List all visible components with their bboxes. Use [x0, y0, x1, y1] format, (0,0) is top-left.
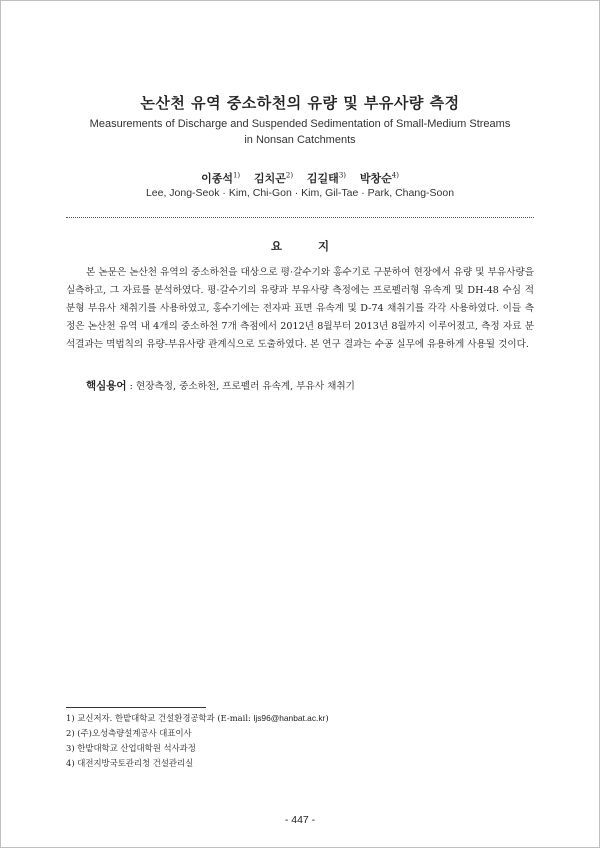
- author-4-name: 박창순: [359, 172, 392, 185]
- authors-english: Lee, Jong-Seok · Kim, Chi-Gon · Kim, Gil-Tae · Park, Chang-Soon: [145, 187, 455, 199]
- page-number: - 447 -: [284, 814, 316, 826]
- author-1-mark: 1): [232, 171, 241, 180]
- author-3-name: 김길태: [306, 172, 339, 185]
- abstract-heading: 요 지: [270, 239, 346, 253]
- paper-title-english: [0, 116, 600, 148]
- footnote-1-prefix: 1) 교신저자. 한밭대학교 건설환경공학과 (E-mail:: [66, 713, 254, 723]
- footnote-rule: [66, 707, 206, 708]
- corresponding-email: ljs96@hanbat.ac.kr: [253, 713, 326, 723]
- author-3: [307, 172, 346, 185]
- keywords-text: : 현장측정, 중소하천, 프로펠러 유속계, 부유사 채취기: [129, 381, 355, 392]
- authors-korean: [0, 170, 600, 186]
- footnote-1-suffix: ): [325, 713, 329, 723]
- footnote-1: [66, 711, 546, 726]
- author-4-mark: 4): [391, 171, 399, 180]
- title-en-line-2: in Nonsan Catchments: [244, 134, 356, 146]
- abstract-body: 본 논문은 논산천 유역의 중소하천을 대상으로 평·갈수기와 홍수기로 구분하여 현장에서 유량 및 부유사량을 실측하고, 그 자료를 분석하였다. 평·갈수기의 유량과 부유사량 측정에는 프로펠러형 유속계 및 DH-48 수심 적분형 부유사 채취기를 사용하였고, 홍수기에는 전자파 표면 유속계 및 D-74 채취기를 각각 사용하였다. 이들 측정은 논산천 유역 내 4개의 중소하천 7개 측점에서 2012년 8월부터 2013년 8월까지 이루어졌고, 측정 자료 분석결과는 멱법칙의 유량-부유사량 관계식으로 도출하였다. 본 연구 결과는 수공 실무에 유용하게 사용될 것이다.: [66, 267, 534, 350]
- section-divider: [66, 217, 534, 218]
- footnote-3: 3) 한밭대학교 산업대학원 석사과정: [66, 743, 196, 753]
- paper-title-korean: 논산천 유역 중소하천의 유량 및 부유사량 측정: [140, 94, 460, 112]
- keywords: [66, 378, 534, 395]
- author-2: [254, 172, 293, 185]
- keywords-label: 핵심용어: [86, 380, 127, 392]
- author-2-name: 김치곤: [254, 172, 286, 185]
- footnote-2: 2) (주)오성측량설계공사 대표이사: [66, 728, 192, 738]
- author-1: [201, 172, 240, 185]
- author-1-name: 이종석: [201, 172, 233, 185]
- title-en-line-1: Measurements of Discharge and Suspended Sedimentation of Small-Medium Streams: [89, 118, 511, 130]
- footnotes: [66, 711, 546, 771]
- author-3-mark: 3): [338, 171, 346, 180]
- footnote-4: 4) 대전지방국토관리청 건설관리실: [66, 758, 194, 768]
- author-2-mark: 2): [285, 171, 294, 180]
- author-4: [360, 172, 399, 185]
